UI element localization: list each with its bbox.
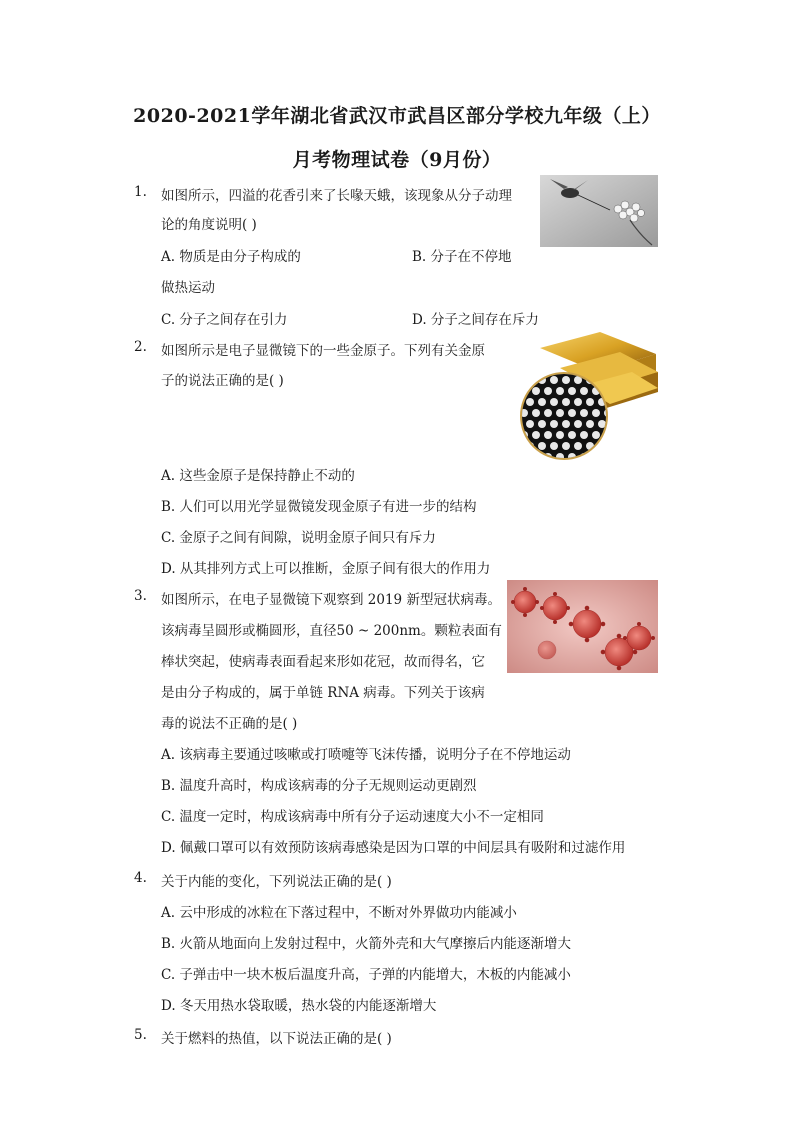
question-stem-line: 关于内能的变化，下列说法正确的是( ) (161, 874, 392, 890)
question-stem-line: 论的角度说明( ) (161, 217, 257, 233)
question-stem-line: 如图所示，四溢的花香引来了长喙天蛾，该现象从分子动理 (161, 188, 512, 204)
hawkmoth-flower-photo (540, 175, 658, 247)
option-b: B. 温度升高时，构成该病毒的分子无规则运动更剧烈 (161, 778, 477, 794)
option-c: C. 温度一定时，构成该病毒中所有分子运动速度大小不一定相同 (161, 809, 544, 825)
question-stem-line: 棒状突起，使病毒表面看起来形如花冠，故而得名，它 (161, 654, 485, 670)
gold-bars-atoms-photo (520, 328, 660, 460)
option-b-continued: 做热运动 (161, 280, 215, 296)
question-number: 1. (134, 184, 147, 200)
question-stem-line: 如图所示，在电子显微镜下观察到 2019 新型冠状病毒。 (161, 592, 501, 608)
option-a: A. 这些金原子是保持静止不动的 (161, 468, 355, 484)
question-stem-line: 该病毒呈圆形或椭圆形，直径50 ~ 200nm。颗粒表面有 (161, 623, 502, 639)
option-d: D. 从其排列方式上可以推断，金原子间有很大的作用力 (161, 561, 491, 577)
option-c: C. 金原子之间有间隙，说明金原子间只有斥力 (161, 530, 436, 546)
page-title-line2: 月考物理试卷（9月份） (292, 149, 502, 171)
option-c: C. 分子之间存在引力 (161, 312, 288, 328)
option-b: B. 人们可以用光学显微镜发现金原子有进一步的结构 (161, 499, 477, 515)
question-number: 3. (134, 588, 147, 604)
question-number: 2. (134, 339, 147, 355)
option-a: A. 云中形成的冰粒在下落过程中，不断对外界做功内能减小 (161, 905, 517, 921)
page-title-line1: 2020-2021学年湖北省武汉市武昌区部分学校九年级（上） (133, 105, 661, 127)
option-d: D. 佩戴口罩可以有效预防该病毒感染是因为口罩的中间层具有吸附和过滤作用 (161, 840, 626, 856)
question-stem-line: 子的说法正确的是( ) (161, 373, 284, 389)
question-stem-line: 是由分子构成的，属于单链 RNA 病毒。下列关于该病 (161, 685, 485, 701)
coronavirus-photo (507, 580, 658, 673)
option-b: B. 分子在不停地 (412, 249, 512, 265)
option-d: D. 分子之间存在斥力 (412, 312, 539, 328)
question-stem-line: 关于燃料的热值，以下说法正确的是( ) (161, 1031, 392, 1047)
option-b: B. 火箭从地面向上发射过程中，火箭外壳和大气摩擦后内能逐渐增大 (161, 936, 572, 952)
question-stem-line: 毒的说法不正确的是( ) (161, 716, 298, 732)
question-number: 5. (134, 1027, 147, 1043)
question-number: 4. (134, 870, 147, 886)
option-c: C. 子弹击中一块木板后温度升高，子弹的内能增大，木板的内能减小 (161, 967, 571, 983)
option-a: A. 该病毒主要通过咳嗽或打喷嚏等飞沫传播，说明分子在不停地运动 (161, 747, 571, 763)
option-d: D. 冬天用热水袋取暖，热水袋的内能逐渐增大 (161, 998, 437, 1014)
option-a: A. 物质是由分子构成的 (161, 249, 301, 265)
question-stem-line: 如图所示是电子显微镜下的一些金原子。下列有关金原 (161, 343, 485, 359)
